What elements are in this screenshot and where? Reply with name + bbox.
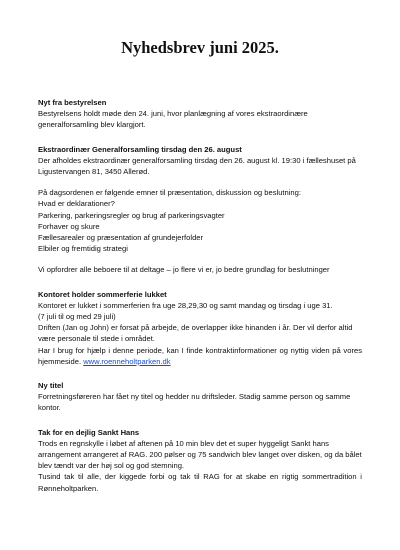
- assembly-intro-text: Der afholdes ekstraordinær generalforsamling tirsdag den 26. august kl. 19:30 i fælleshuset på Ligustervangen 81, 3450 Allerød.: [38, 155, 356, 177]
- assembly-closing-text: Vi opfordrer alle beboere til at deltage – jo flere vi er, jo bedre grundlag for beslutninger: [38, 265, 330, 275]
- new-title-text: Forretningsføreren har fået ny titel og hedder nu driftsleder. Stadig samme person og samme kontor.: [38, 392, 351, 413]
- help-info-label: Har I brug for hjælp i denne periode, kan I finde kontraktinformationer og nyttig viden på vores hjemmeside.: [38, 345, 362, 366]
- agenda-item: Elbiler og fremtidig strategi: [38, 244, 128, 254]
- section-sankt-hans: [38, 427, 362, 494]
- agenda-intro-text: På dagsordenen er følgende emner til præsentation, diskussion og beslutning:: [38, 188, 301, 198]
- section-heading-office: Kontoret holder sommerferie lukket: [38, 289, 167, 299]
- help-info-text: [38, 345, 362, 367]
- section-heading-board: Nyt fra bestyrelsen: [38, 98, 107, 107]
- section-new-title: [38, 380, 362, 414]
- website-link[interactable]: www.roenneholtparken.dk: [83, 356, 171, 366]
- section-heading-sankt-hans: Tak for en dejlig Sankt Hans: [38, 427, 140, 437]
- newsletter-title: Nyhedsbrev juni 2025.: [121, 38, 279, 57]
- agenda-item: Fællesarealer og præsentation af grundejerfolder: [38, 233, 204, 243]
- office-closed-dates: (7 juli til og med 29 juli): [38, 312, 116, 322]
- sankt-hans-thanks-text: Tusind tak til alle, der kiggede forbi og tak til RAG for at skabe en rigtig sommertradition i Rønneholtparken.: [38, 472, 362, 493]
- agenda-item: Hvad er deklarationer?: [38, 199, 115, 209]
- office-closed-text: Kontoret er lukket i sommerferien fra uge 28,29,30 og samt mandag og tirsdag i uge 31.: [38, 300, 333, 310]
- agenda-item: Parkering, parkeringsregler og brug af parkeringsvagter: [38, 210, 225, 220]
- section-office-closed: [38, 289, 362, 367]
- section-heading-title: Ny titel: [38, 381, 64, 391]
- sankt-hans-text: Trods en regnskylle i løbet af aftenen på 10 min blev det et super hyggeligt Sankt hans arrangement arrangeret af RAG. 200 pølser og 75 sandwich blev langet over disken, og da bålet blev tændt var der høj sol og god stemning.: [38, 438, 362, 471]
- section-general-assembly: [38, 144, 362, 276]
- operations-staff-text: Driften (Jan og John) er forsat på arbejde, de overlapper ikke hinanden i år. Der vil derfor altid være personale til stede i området.: [38, 323, 353, 344]
- section-board-news: [38, 97, 362, 131]
- agenda-item: Forhaver og skure: [38, 221, 100, 231]
- section-heading-assembly: Ekstraordinær Generalforsamling tirsdag den 26. august: [38, 144, 242, 154]
- board-news-text: Bestyrelsens holdt møde den 24. juni, hvor planlægning af vores ekstraordinære generalforsamling blev klargjort.: [38, 109, 308, 130]
